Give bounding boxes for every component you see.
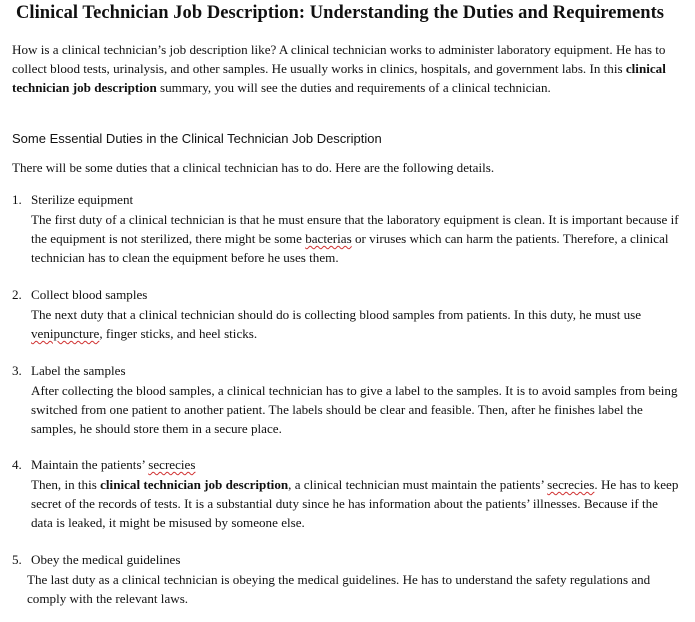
duty-desc-text: The next duty that a clinical technician should do is collecting blood samples from patients. In this duty, he must use	[31, 307, 642, 322]
duty-number: 1.	[12, 192, 22, 207]
intro-text-1: How is a clinical technician’s job description like? A clinical technician works to administer laboratory equipment. He has to collect blood tests, urinalysis, and other samples. He usually works in clinics, hospitals, and government labs. In this	[12, 42, 666, 77]
duty-desc-text: , finger sticks, and heel sticks.	[99, 326, 258, 342]
duty-title-text: Collect blood samples	[31, 287, 148, 302]
duty-desc-text: . He has to keep secret of the records of tests. It is a substantial duty since he has information about the patients’ illnesses. Because if the data is leaked, it might be misused by someone else.	[31, 477, 679, 531]
duty-description-3: After collecting the blood samples, a clinical technician has to give a label to the samples. It is to avoid samples from being switched from one patient to another patient. The labels should be clear and feasible. Then, after he finishes label the samples, he should store them in a secure place.	[31, 383, 678, 437]
duty-item-2	[12, 286, 682, 343]
spellcheck-flag[interactable]: secrecies	[148, 457, 196, 472]
lead-paragraph: There will be some duties that a clinical technician has to do. Here are the following details.	[12, 160, 495, 175]
duty-item-1	[12, 191, 682, 268]
spellcheck-flag[interactable]: secrecies	[547, 477, 595, 492]
duty-title-1	[12, 191, 682, 209]
duty-title-text: Label the samples	[31, 363, 126, 378]
duty-title-2	[12, 286, 682, 304]
duty-title-text: Sterilize equipment	[31, 192, 134, 207]
duty-title-text: Maintain the patients’	[31, 457, 149, 472]
duty-desc-text: or viruses which can harm the patients. Therefore, a clinical technician has to clean the equipment before he uses them.	[31, 231, 669, 266]
duty-number: 4.	[12, 457, 22, 472]
intro-paragraph	[12, 40, 684, 98]
duty-number: 5.	[12, 552, 22, 567]
duty-title-3	[12, 362, 682, 380]
duty-desc-text: , a clinical technician must maintain the patients’	[288, 477, 548, 492]
duty-item-4	[12, 456, 682, 533]
duty-title-5	[12, 551, 682, 569]
duty-description-2	[31, 305, 682, 343]
section-heading: Some Essential Duties in the Clinical Technician Job Description	[12, 131, 382, 146]
duty-description-5: The last duty as a clinical technician is obeying the medical guidelines. He has to understand the safety regulations and comply with the relevant laws.	[27, 572, 651, 607]
page-title: Clinical Technician Job Description: Understanding the Duties and Requirements	[16, 3, 665, 23]
duty-number: 2.	[12, 287, 22, 302]
duty-item-3	[12, 362, 682, 439]
intro-keyword: clinical technician job description	[12, 61, 666, 96]
duty-item-5	[12, 551, 682, 608]
intro-text-2: summary, you will see the duties and requirements of a clinical technician.	[156, 80, 551, 96]
duty-description-1	[31, 210, 682, 268]
duty-number: 3.	[12, 363, 22, 378]
duty-title-text: Obey the medical guidelines	[31, 552, 181, 567]
duty-description-4	[31, 475, 682, 533]
duty-keyword: clinical technician job description	[100, 477, 289, 492]
duty-desc-text: Then, in this	[31, 477, 101, 492]
duty-desc-text: The first duty of a clinical technician is that he must ensure that the laboratory equipment is clean. It is important because if the equipment is not sterilized, there might be some	[31, 212, 679, 247]
spellcheck-flag[interactable]: bacterias	[305, 231, 352, 247]
duty-title-4	[12, 456, 682, 474]
spellcheck-flag[interactable]: venipuncture	[31, 326, 100, 342]
